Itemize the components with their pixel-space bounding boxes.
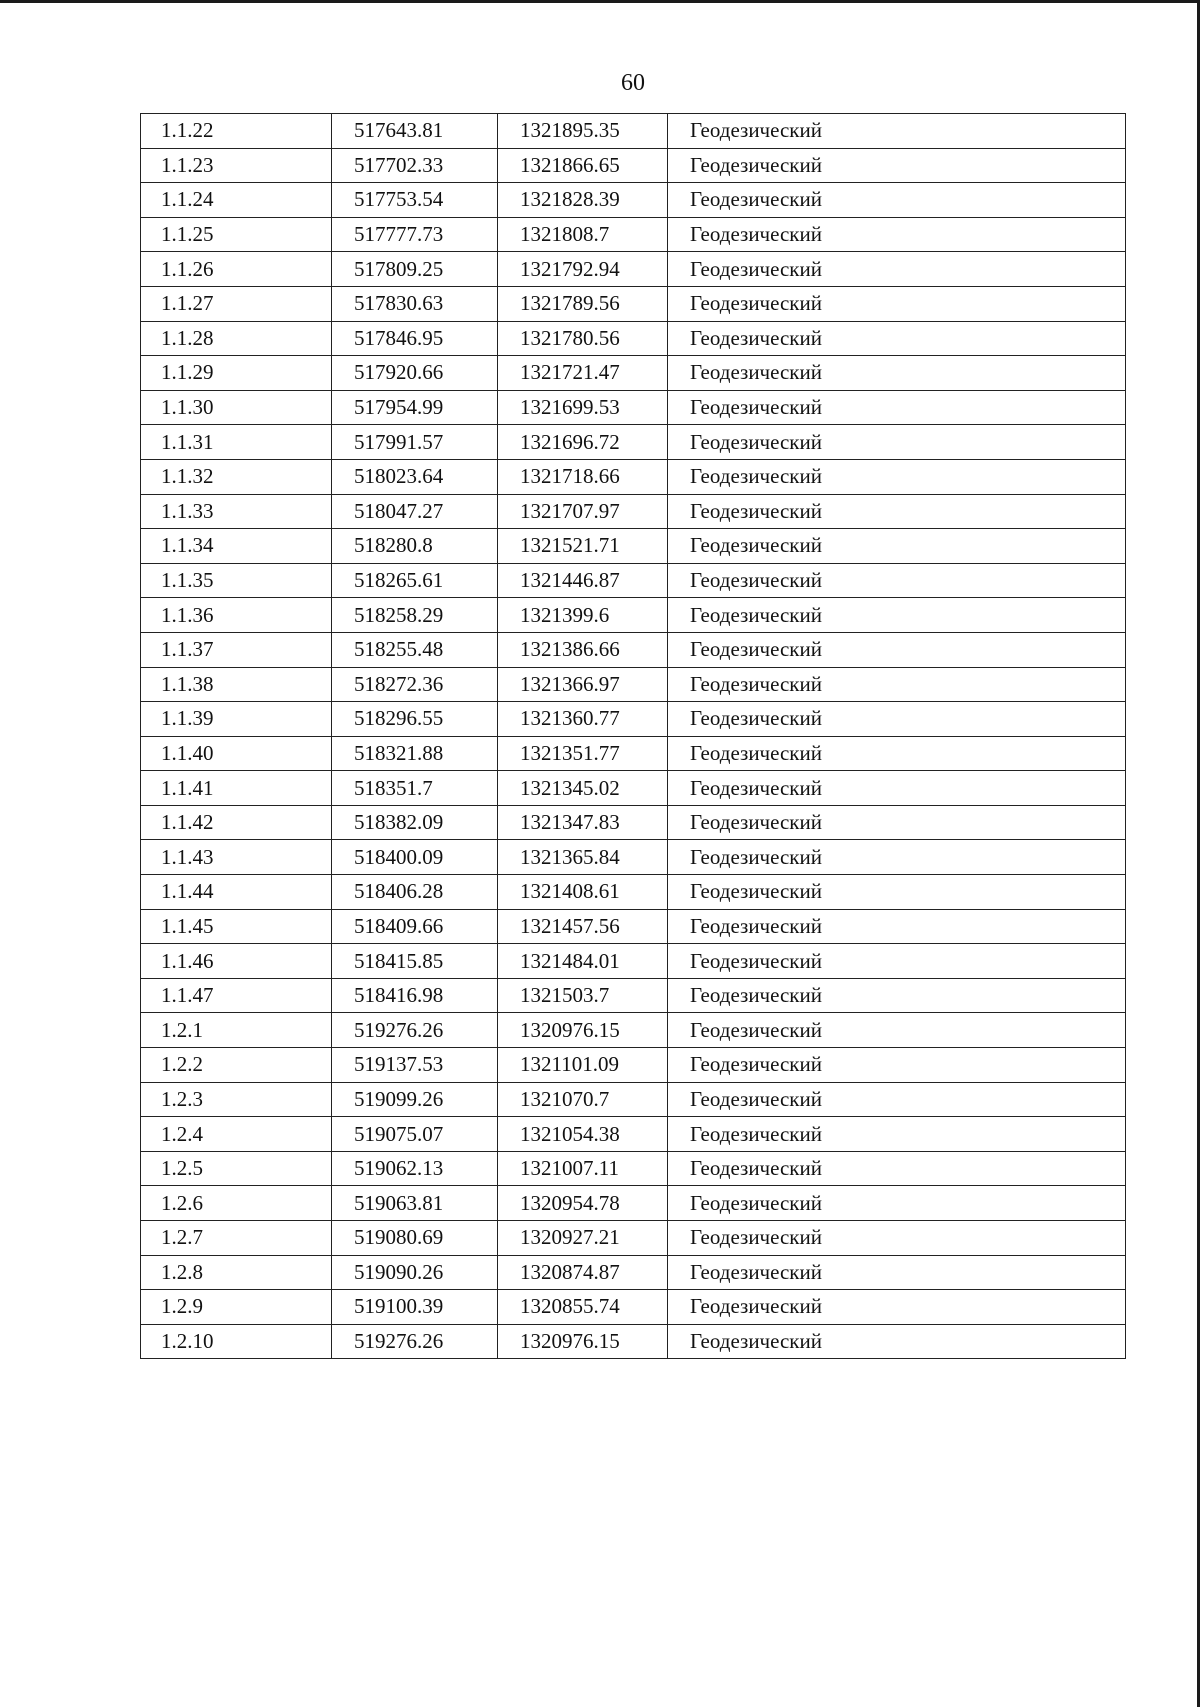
table-row	[141, 148, 1126, 183]
table-row	[141, 1013, 1126, 1048]
point-number-cell: 1.1.39	[141, 702, 332, 737]
point-type-cell: Геодезический	[668, 1151, 1126, 1186]
table-row	[141, 529, 1126, 564]
point-number-cell: 1.2.7	[141, 1221, 332, 1256]
point-type-cell: Геодезический	[668, 632, 1126, 667]
table-row	[141, 321, 1126, 356]
table-row	[141, 217, 1126, 252]
table-row	[141, 702, 1126, 737]
table-row	[141, 1186, 1126, 1221]
table-row	[141, 1117, 1126, 1152]
table-row	[141, 390, 1126, 425]
point-type-cell: Геодезический	[668, 148, 1126, 183]
point-number-cell: 1.2.9	[141, 1290, 332, 1325]
table-row	[141, 736, 1126, 771]
point-number-cell: 1.1.32	[141, 459, 332, 494]
x-coordinate-cell: 519080.69	[332, 1221, 498, 1256]
point-type-cell: Геодезический	[668, 356, 1126, 391]
y-coordinate-cell: 1321696.72	[498, 425, 668, 460]
point-number-cell: 1.1.33	[141, 494, 332, 529]
table-row	[141, 909, 1126, 944]
point-type-cell: Геодезический	[668, 459, 1126, 494]
table-row	[141, 286, 1126, 321]
point-number-cell: 1.1.46	[141, 944, 332, 979]
point-number-cell: 1.1.29	[141, 356, 332, 391]
x-coordinate-cell: 519090.26	[332, 1255, 498, 1290]
table-row	[141, 1324, 1126, 1359]
table-row	[141, 944, 1126, 979]
y-coordinate-cell: 1321828.39	[498, 183, 668, 218]
y-coordinate-cell: 1321780.56	[498, 321, 668, 356]
table-row	[141, 1290, 1126, 1325]
point-type-cell: Геодезический	[668, 183, 1126, 218]
x-coordinate-cell: 518265.61	[332, 563, 498, 598]
y-coordinate-cell: 1321386.66	[498, 632, 668, 667]
y-coordinate-cell: 1320976.15	[498, 1013, 668, 1048]
y-coordinate-cell: 1321351.77	[498, 736, 668, 771]
point-type-cell: Геодезический	[668, 1082, 1126, 1117]
point-type-cell: Геодезический	[668, 494, 1126, 529]
point-number-cell: 1.1.37	[141, 632, 332, 667]
y-coordinate-cell: 1321101.09	[498, 1048, 668, 1083]
point-type-cell: Геодезический	[668, 1324, 1126, 1359]
x-coordinate-cell: 518400.09	[332, 840, 498, 875]
x-coordinate-cell: 519100.39	[332, 1290, 498, 1325]
x-coordinate-cell: 518351.7	[332, 771, 498, 806]
x-coordinate-cell: 519099.26	[332, 1082, 498, 1117]
table-row	[141, 1221, 1126, 1256]
point-type-cell: Геодезический	[668, 598, 1126, 633]
point-number-cell: 1.1.36	[141, 598, 332, 633]
point-type-cell: Геодезический	[668, 390, 1126, 425]
point-type-cell: Геодезический	[668, 667, 1126, 702]
x-coordinate-cell: 517643.81	[332, 114, 498, 149]
x-coordinate-cell: 517830.63	[332, 286, 498, 321]
point-type-cell: Геодезический	[668, 736, 1126, 771]
point-type-cell: Геодезический	[668, 321, 1126, 356]
point-type-cell: Геодезический	[668, 217, 1126, 252]
point-number-cell: 1.1.42	[141, 805, 332, 840]
table-row	[141, 1255, 1126, 1290]
y-coordinate-cell: 1321457.56	[498, 909, 668, 944]
table-row	[141, 978, 1126, 1013]
x-coordinate-cell: 518280.8	[332, 529, 498, 564]
x-coordinate-cell: 518255.48	[332, 632, 498, 667]
point-type-cell: Геодезический	[668, 1290, 1126, 1325]
table-row	[141, 1082, 1126, 1117]
point-number-cell: 1.2.6	[141, 1186, 332, 1221]
table-row	[141, 771, 1126, 806]
point-number-cell: 1.2.8	[141, 1255, 332, 1290]
y-coordinate-cell: 1321718.66	[498, 459, 668, 494]
x-coordinate-cell: 519137.53	[332, 1048, 498, 1083]
x-coordinate-cell: 518258.29	[332, 598, 498, 633]
x-coordinate-cell: 518382.09	[332, 805, 498, 840]
y-coordinate-cell: 1321699.53	[498, 390, 668, 425]
x-coordinate-cell: 518272.36	[332, 667, 498, 702]
point-type-cell: Геодезический	[668, 1221, 1126, 1256]
x-coordinate-cell: 519075.07	[332, 1117, 498, 1152]
point-number-cell: 1.1.28	[141, 321, 332, 356]
table-row	[141, 805, 1126, 840]
x-coordinate-cell: 518415.85	[332, 944, 498, 979]
y-coordinate-cell: 1321484.01	[498, 944, 668, 979]
x-coordinate-cell: 519276.26	[332, 1324, 498, 1359]
x-coordinate-cell: 517753.54	[332, 183, 498, 218]
table-row	[141, 459, 1126, 494]
point-number-cell: 1.1.26	[141, 252, 332, 287]
table-row	[141, 183, 1126, 218]
x-coordinate-cell: 519276.26	[332, 1013, 498, 1048]
y-coordinate-cell: 1320927.21	[498, 1221, 668, 1256]
point-number-cell: 1.1.43	[141, 840, 332, 875]
point-type-cell: Геодезический	[668, 771, 1126, 806]
point-type-cell: Геодезический	[668, 563, 1126, 598]
table-row	[141, 563, 1126, 598]
point-number-cell: 1.1.31	[141, 425, 332, 460]
x-coordinate-cell: 517809.25	[332, 252, 498, 287]
point-number-cell: 1.2.4	[141, 1117, 332, 1152]
point-number-cell: 1.1.30	[141, 390, 332, 425]
point-number-cell: 1.1.34	[141, 529, 332, 564]
table-row	[141, 1048, 1126, 1083]
y-coordinate-cell: 1321365.84	[498, 840, 668, 875]
point-number-cell: 1.2.2	[141, 1048, 332, 1083]
table-row	[141, 598, 1126, 633]
table-row	[141, 1151, 1126, 1186]
point-type-cell: Геодезический	[668, 1186, 1126, 1221]
y-coordinate-cell: 1320976.15	[498, 1324, 668, 1359]
point-type-cell: Геодезический	[668, 286, 1126, 321]
point-number-cell: 1.1.38	[141, 667, 332, 702]
point-number-cell: 1.2.3	[141, 1082, 332, 1117]
y-coordinate-cell: 1320874.87	[498, 1255, 668, 1290]
point-number-cell: 1.2.5	[141, 1151, 332, 1186]
x-coordinate-cell: 517702.33	[332, 148, 498, 183]
point-number-cell: 1.1.45	[141, 909, 332, 944]
point-number-cell: 1.2.10	[141, 1324, 332, 1359]
table-row	[141, 425, 1126, 460]
point-type-cell: Геодезический	[668, 114, 1126, 149]
x-coordinate-cell: 518023.64	[332, 459, 498, 494]
table-row	[141, 494, 1126, 529]
x-coordinate-cell: 518406.28	[332, 875, 498, 910]
x-coordinate-cell: 518409.66	[332, 909, 498, 944]
point-number-cell: 1.1.47	[141, 978, 332, 1013]
point-number-cell: 1.1.27	[141, 286, 332, 321]
point-type-cell: Геодезический	[668, 805, 1126, 840]
point-type-cell: Геодезический	[668, 909, 1126, 944]
y-coordinate-cell: 1321054.38	[498, 1117, 668, 1152]
x-coordinate-cell: 517777.73	[332, 217, 498, 252]
point-number-cell: 1.1.41	[141, 771, 332, 806]
x-coordinate-cell: 517991.57	[332, 425, 498, 460]
point-number-cell: 1.1.35	[141, 563, 332, 598]
x-coordinate-cell: 519063.81	[332, 1186, 498, 1221]
y-coordinate-cell: 1321446.87	[498, 563, 668, 598]
y-coordinate-cell: 1321070.7	[498, 1082, 668, 1117]
point-number-cell: 1.1.23	[141, 148, 332, 183]
point-type-cell: Геодезический	[668, 1013, 1126, 1048]
point-type-cell: Геодезический	[668, 1048, 1126, 1083]
point-number-cell: 1.1.44	[141, 875, 332, 910]
y-coordinate-cell: 1321808.7	[498, 217, 668, 252]
y-coordinate-cell: 1321721.47	[498, 356, 668, 391]
point-type-cell: Геодезический	[668, 529, 1126, 564]
point-number-cell: 1.1.25	[141, 217, 332, 252]
y-coordinate-cell: 1321007.11	[498, 1151, 668, 1186]
y-coordinate-cell: 1321399.6	[498, 598, 668, 633]
table-row	[141, 356, 1126, 391]
point-type-cell: Геодезический	[668, 1117, 1126, 1152]
x-coordinate-cell: 518296.55	[332, 702, 498, 737]
coordinates-table	[140, 113, 1126, 1359]
y-coordinate-cell: 1321866.65	[498, 148, 668, 183]
y-coordinate-cell: 1320855.74	[498, 1290, 668, 1325]
y-coordinate-cell: 1321521.71	[498, 529, 668, 564]
y-coordinate-cell: 1321707.97	[498, 494, 668, 529]
y-coordinate-cell: 1321895.35	[498, 114, 668, 149]
x-coordinate-cell: 519062.13	[332, 1151, 498, 1186]
point-type-cell: Геодезический	[668, 702, 1126, 737]
point-type-cell: Геодезический	[668, 875, 1126, 910]
scan-border-top	[0, 0, 1200, 3]
y-coordinate-cell: 1321347.83	[498, 805, 668, 840]
table-row	[141, 667, 1126, 702]
table-row	[141, 632, 1126, 667]
point-type-cell: Геодезический	[668, 425, 1126, 460]
point-number-cell: 1.1.24	[141, 183, 332, 218]
y-coordinate-cell: 1321345.02	[498, 771, 668, 806]
table-row	[141, 875, 1126, 910]
point-type-cell: Геодезический	[668, 840, 1126, 875]
x-coordinate-cell: 517920.66	[332, 356, 498, 391]
point-number-cell: 1.1.40	[141, 736, 332, 771]
point-type-cell: Геодезический	[668, 978, 1126, 1013]
y-coordinate-cell: 1321503.7	[498, 978, 668, 1013]
y-coordinate-cell: 1321408.61	[498, 875, 668, 910]
y-coordinate-cell: 1320954.78	[498, 1186, 668, 1221]
point-type-cell: Геодезический	[668, 944, 1126, 979]
x-coordinate-cell: 518416.98	[332, 978, 498, 1013]
page-number: 60	[621, 70, 645, 96]
coordinates-table-body	[141, 114, 1126, 1359]
y-coordinate-cell: 1321792.94	[498, 252, 668, 287]
point-number-cell: 1.2.1	[141, 1013, 332, 1048]
x-coordinate-cell: 517846.95	[332, 321, 498, 356]
y-coordinate-cell: 1321360.77	[498, 702, 668, 737]
y-coordinate-cell: 1321366.97	[498, 667, 668, 702]
x-coordinate-cell: 518047.27	[332, 494, 498, 529]
table-row	[141, 252, 1126, 287]
x-coordinate-cell: 517954.99	[332, 390, 498, 425]
table-row	[141, 114, 1126, 149]
table-row	[141, 840, 1126, 875]
point-type-cell: Геодезический	[668, 1255, 1126, 1290]
x-coordinate-cell: 518321.88	[332, 736, 498, 771]
point-number-cell: 1.1.22	[141, 114, 332, 149]
y-coordinate-cell: 1321789.56	[498, 286, 668, 321]
point-type-cell: Геодезический	[668, 252, 1126, 287]
